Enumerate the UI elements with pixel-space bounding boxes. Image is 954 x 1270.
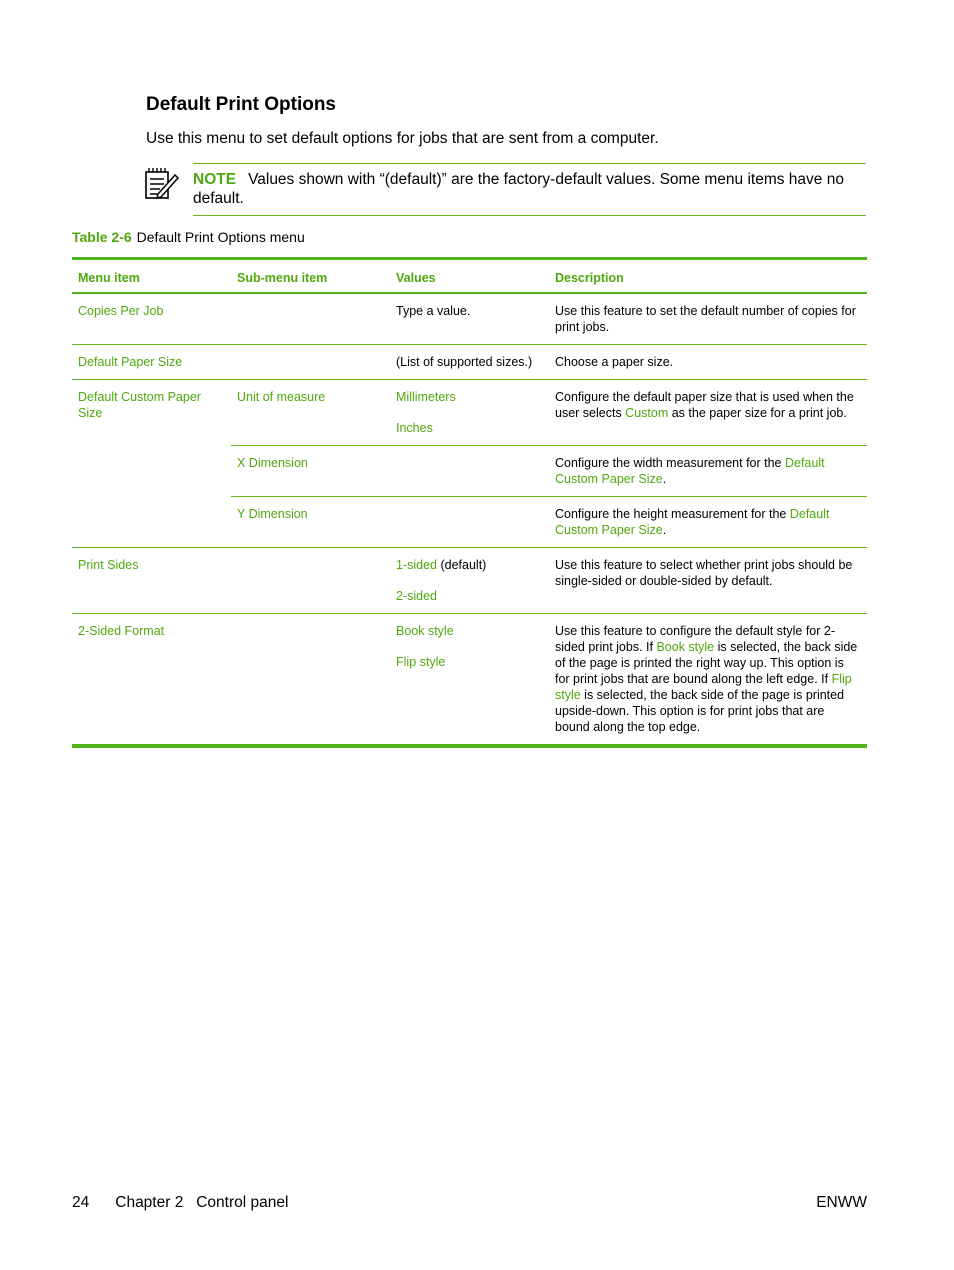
table-row: [72, 345, 867, 380]
value-cell: [390, 380, 549, 446]
options-table: [72, 257, 867, 748]
menu-item-link[interactable]: Default Paper Size: [72, 345, 231, 380]
value-link[interactable]: 1-sided: [396, 558, 437, 572]
value-cell: [390, 548, 549, 614]
description-link[interactable]: Flip style: [555, 672, 852, 702]
description-text: Configure the height measurement for the: [555, 507, 790, 521]
description-text: as the paper size for a print job.: [668, 406, 847, 420]
sub-menu-cell: [231, 345, 390, 380]
intro-text: Use this menu to set default options for jobs that are sent from a computer.: [146, 130, 659, 147]
header-sub-menu-item: Sub-menu item: [231, 259, 390, 294]
description-link[interactable]: Book style: [656, 640, 715, 654]
value-link[interactable]: Flip style: [396, 655, 446, 669]
table-number: Table 2-6: [72, 229, 132, 245]
description-text: is selected, the back side of the page is printed upside-down. This option is for print jobs that are bound along the top edge.: [555, 688, 845, 734]
description-cell: Use this feature to set the default number of copies for print jobs.: [549, 293, 867, 345]
section-title: Default Print Options: [146, 94, 336, 115]
note-icon: [144, 166, 180, 200]
table-row: [72, 380, 867, 446]
description-link[interactable]: Custom: [625, 406, 669, 420]
value-cell: [390, 446, 549, 497]
value-link[interactable]: 2-sided: [396, 589, 437, 603]
description-text: Configure the width measurement for the: [555, 456, 785, 470]
description-link[interactable]: Default Custom Paper Size: [555, 456, 825, 486]
sub-menu-link[interactable]: X Dimension: [231, 446, 390, 497]
value-cell: [390, 497, 549, 548]
sub-menu-cell: [231, 614, 390, 747]
table-row: [72, 548, 867, 614]
page-number: 24: [72, 1194, 90, 1211]
description-text: .: [662, 472, 667, 486]
sub-menu-link[interactable]: Y Dimension: [231, 497, 390, 548]
description-cell: [549, 380, 867, 446]
note-box: [193, 163, 866, 216]
description-cell: Choose a paper size.: [549, 345, 867, 380]
sub-menu-link[interactable]: Unit of measure: [231, 380, 390, 446]
description-cell: [549, 497, 867, 548]
chapter-title: Chapter 2 Control panel: [115, 1194, 289, 1211]
note-label: NOTE: [193, 171, 237, 188]
menu-item-link[interactable]: 2-Sided Format: [78, 624, 165, 638]
description-text: Configure the default paper size that is used when the user selects: [555, 390, 854, 420]
description-text: .: [662, 523, 667, 537]
description-cell: [549, 446, 867, 497]
menu-item-link[interactable]: Print Sides: [72, 548, 231, 614]
table-title: Default Print Options menu: [136, 229, 305, 245]
description-cell: [549, 614, 867, 747]
header-description: Description: [549, 259, 867, 294]
description-text: Use this feature to configure the default style for 2-sided print jobs. If: [555, 624, 836, 654]
header-menu-item: Menu item: [72, 259, 231, 294]
table-row: [72, 293, 867, 345]
table-header-row: [72, 259, 867, 294]
table-caption: [72, 229, 305, 245]
value-cell: (List of supported sizes.): [390, 345, 549, 380]
description-cell: Use this feature to select whether print jobs should be single-sided or double-sided by default.: [549, 548, 867, 614]
table-row: [72, 614, 867, 747]
value-link[interactable]: Inches: [396, 421, 433, 435]
value-link[interactable]: Millimeters: [396, 390, 456, 404]
value-cell: Type a value.: [390, 293, 549, 345]
menu-item-link[interactable]: Copies Per Job: [72, 293, 231, 345]
sub-menu-cell: [231, 548, 390, 614]
description-link[interactable]: Default Custom Paper Size: [555, 507, 830, 537]
menu-item-link[interactable]: Default Custom Paper Size: [72, 380, 231, 548]
value-cell: [390, 614, 549, 747]
header-values: Values: [390, 259, 549, 294]
value-link[interactable]: Book style: [396, 624, 454, 638]
value-default-marker: (default): [437, 558, 487, 572]
footer-code: ENWW: [816, 1194, 867, 1211]
note-text: Values shown with “(default)” are the factory-default values. Some menu items have no default.: [193, 171, 844, 207]
description-text: is selected, the back side of the page is printed the right way up. This option is for print jobs that are bound along the left edge. If: [555, 640, 858, 686]
page-footer: [72, 1194, 288, 1212]
sub-menu-cell: [231, 293, 390, 345]
